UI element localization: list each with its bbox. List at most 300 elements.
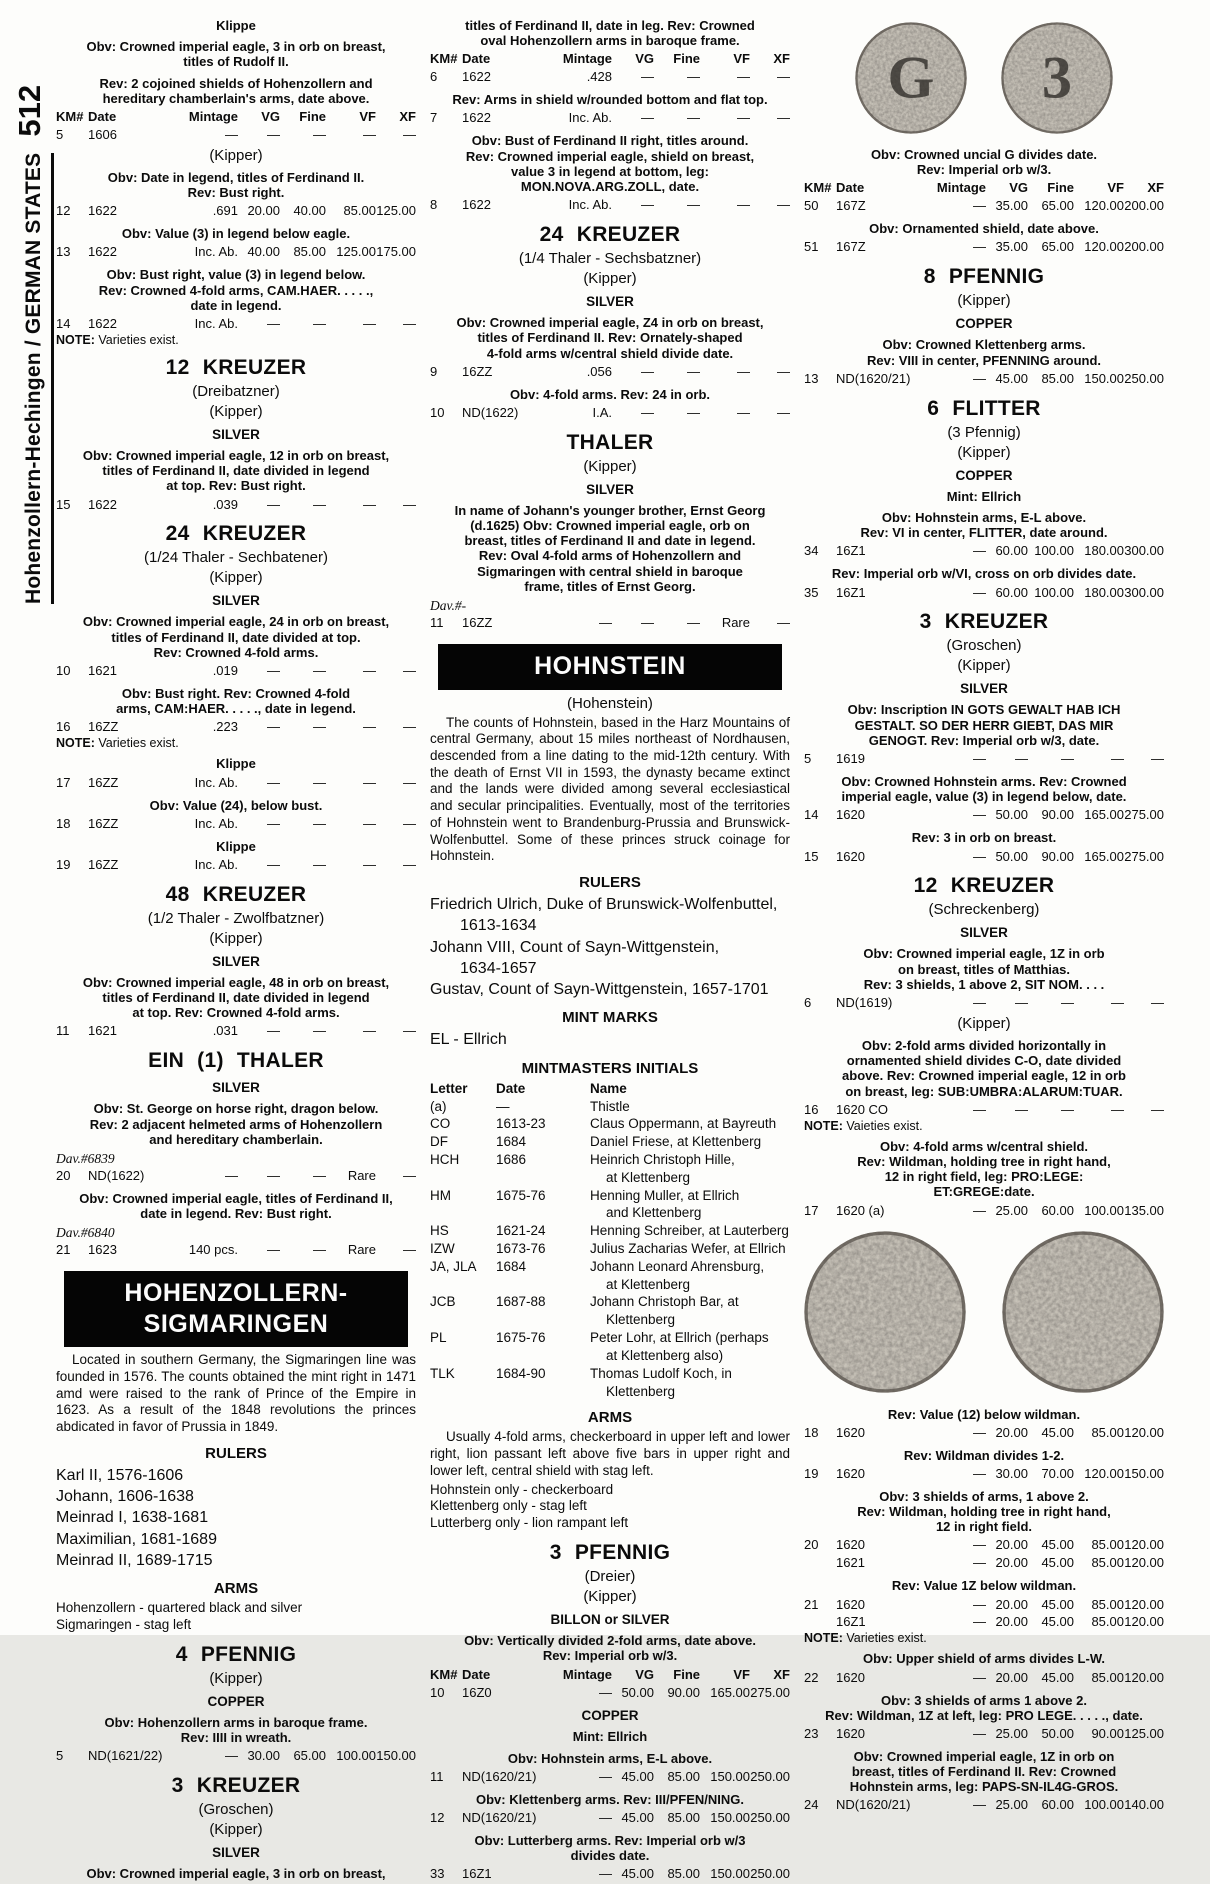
mintage-cell: — [599,1810,612,1825]
date-cell: 1620 CO [836,1101,889,1117]
description-line: Obv: Bust right, value (3) in legend below. [106,267,366,283]
coin-description [56,39,416,69]
price-row [804,750,1164,768]
coin-description [804,566,1164,581]
subtype-label: (Kipper) [583,457,637,475]
mintage-cell: .691 [212,203,238,219]
fine-cell: — [687,110,700,126]
note-label: NOTE: [804,1118,843,1133]
mintmaster-date: 1673-76 [496,1241,546,1257]
mintmaster-name [590,1240,790,1258]
description-line: and hereditary chamberlain. [149,1131,323,1147]
price-row [56,1022,416,1040]
sidebar-region-title: Hohenzollern-Hechingen / GERMAN STATES [22,153,54,604]
mintmaster-name [590,1293,790,1329]
vg-cell: 45.00 [621,1768,654,1784]
composition-label: SILVER [212,953,260,969]
mintage-cell: Inc. Ab. [194,774,238,790]
mintmaster-letter: (a) [430,1098,447,1114]
subtype-label: (Kipper) [209,402,263,420]
description-line: titles of Ferdinand II. Rev: Ornately-shaped [477,330,743,346]
price-row [56,662,416,680]
banner-line: SIGMARINGEN [143,1309,329,1338]
column-2 [430,12,790,1884]
fine-cell: 60.00 [1041,1797,1074,1813]
description-line: titles of Ferdinand II, date divided at top. [111,629,361,645]
page-edge-sidebar [12,19,54,604]
description-line: hereditary chamberlain's arms, date above. [102,90,370,106]
info-line: Sigmaringen - stag left [56,1617,192,1633]
denomination-heading: 3 KREUZER [919,610,1049,634]
mintage-cell: — [973,1202,986,1218]
xf-cell: 300.00 [1124,543,1164,559]
vf-cell: 85.00 [343,203,376,219]
description-line: Rev: Crowned 4-fold arms, CAM.HAER. . . . ., [98,282,374,298]
vf-cell: 85.00 [1091,1537,1124,1553]
price-row [804,1613,1164,1631]
mintage-cell: .056 [586,363,612,379]
mintmaster-letter: JCB [430,1294,456,1310]
column-header: KM# [56,109,84,125]
xf-cell: 275.00 [750,1684,790,1700]
km-cell: 16 [804,1101,819,1117]
mintmaster-date: 1675-76 [496,1330,546,1346]
column-header: Mintage [562,1666,612,1682]
description-line: Mint: Ellrich [572,1729,648,1745]
description-line: Obv: Hohnstein arms, E-L above. [507,1750,713,1766]
vf-cell: 150.00 [710,1768,750,1784]
mintmaster-letter: PL [430,1330,447,1346]
mintmaster-letter: HCH [430,1151,460,1167]
column-header: VF [359,109,376,125]
composition-label: SILVER [212,1845,260,1861]
state-banner [64,1271,408,1347]
date-cell: 1622 [462,69,491,85]
subtype-label: (Kipper) [583,1588,637,1606]
column-header: Mintage [562,51,612,67]
fine-cell: 90.00 [1041,848,1074,864]
description-line: Obv: Crowned uncial G divides date. [870,147,1098,162]
vf-cell: 100.00 [1084,1202,1124,1218]
km-cell: 16 [56,719,71,735]
km-cell: 10 [430,1684,445,1700]
km-cell: 8 [430,197,438,213]
mintage-cell: .428 [586,69,612,85]
mintmaster-name-line: at Klettenberg [606,1276,691,1292]
price-row [430,1809,790,1827]
fine-cell: — [687,197,700,213]
mintage-cell: Inc. Ab. [194,815,238,831]
km-cell: 20 [56,1167,71,1183]
coin-photo-image [801,1228,969,1396]
mintmaster-row [430,1222,790,1240]
composition-label: COPPER [955,467,1013,483]
mintmaster-letter: JA, JLA [430,1258,477,1274]
fine-cell: — [687,615,700,631]
mintmaster-name [590,1258,790,1294]
description-line: Obv: Crowned imperial eagle, 3 in orb on breast, [86,39,386,55]
vf-cell: 120.00 [1084,1465,1124,1481]
fine-cell: 100.00 [1034,543,1074,559]
date-cell: 167Z [836,239,866,255]
mintmaster-date: 1687-88 [496,1294,546,1310]
vg-cell: — [641,197,654,213]
description-line: Obv: 4-fold arms w/central shield. [879,1138,1089,1154]
mintage-cell: Inc. Ab. [194,856,238,872]
fine-cell: — [1061,1101,1074,1117]
column-header: VG [261,109,280,125]
description-line: Rev: VIII in center, PFENNING around. [866,352,1102,368]
coin-description [56,1715,416,1745]
description-line: Obv: Klettenberg arms. Rev: III/PFEN/NING. [476,1791,744,1807]
fine-cell: — [313,1242,326,1258]
vf-cell: — [1111,1101,1124,1117]
column-1 [56,12,416,1884]
vg-cell: 50.00 [995,807,1028,823]
info-line: Hohnstein only - checkerboard [430,1481,614,1497]
coin-description [804,1139,1164,1200]
km-cell: 18 [56,815,71,831]
price-row [56,243,416,261]
description-line: Obv: Hohenzollern arms in baroque frame. [104,1714,368,1730]
composition-label: SILVER [960,925,1008,941]
composition-label: SILVER [586,481,634,497]
coin-description [804,702,1164,748]
mintmaster-name [590,1365,790,1401]
note-label: NOTE: [804,1631,843,1646]
vf-cell: — [363,663,376,679]
vg-cell: — [267,719,280,735]
vg-cell: — [267,126,280,142]
date-cell: ND(1620/21) [462,1810,537,1825]
vg-cell: — [641,110,654,126]
km-cell: 14 [804,807,819,823]
fine-cell: — [313,496,326,512]
column-header: Mintage [936,180,986,196]
description-line: Obv: Hohnstein arms, E-L above. [881,509,1087,525]
mintmaster-date: 1684-90 [496,1365,546,1381]
mintmaster-row [430,1240,790,1258]
description-line: Obv: 4-fold arms. Rev: 24 in orb. [509,386,711,402]
description-line: date in legend. Rev: Bust right. [140,1206,332,1222]
mintmaster-column-header: Name [590,1080,627,1096]
description-line: Rev: Value 1Z below wildman. [891,1578,1077,1594]
coin-photo [999,20,1115,141]
xf-cell: — [403,856,416,872]
vg-cell: 20.00 [995,1424,1028,1440]
coin-description [804,1407,1164,1422]
vg-cell: 60.00 [995,584,1028,600]
coin-description [56,798,416,813]
description-line: Sigmaringen with central shield in baroque [477,563,743,579]
km-cell: 7 [430,110,438,126]
xf-cell: 250.00 [750,1768,790,1784]
svg-text:3: 3 [1041,44,1073,112]
xf-cell: — [403,315,416,331]
coin-description [430,1792,790,1807]
km-cell: 34 [804,543,819,559]
xf-cell: 150.00 [376,1748,416,1764]
mintage-cell: — [225,126,238,142]
vf-cell: 180.00 [1084,543,1124,559]
dav-reference: Dav.#- [430,598,467,614]
description-line: Rev: Arms in shield w/rounded bottom and flat top. [452,92,768,108]
description-line: ET:GREGE:date. [933,1184,1035,1200]
vg-cell: — [267,663,280,679]
subtype-label: (Dreibatzner) [192,382,280,400]
xf-cell: 275.00 [1124,807,1164,823]
mintage-cell: — [973,1669,986,1685]
fine-cell: 65.00 [1041,198,1074,214]
price-table-header [56,108,416,126]
description-line: Obv: Crowned imperial eagle, titles of Ferdinand II, [79,1190,393,1206]
coin-description [56,975,416,1021]
mintage-cell: — [973,1797,986,1813]
description-line: breast, titles of Ferdinand II. Rev: Crowned [851,1764,1117,1780]
xf-cell: 200.00 [1124,198,1164,214]
km-cell: 13 [804,370,819,386]
description-line: Rev: Bust right. [187,185,285,201]
description-line: Obv: Date in legend, titles of Ferdinand II. [107,169,365,185]
mintmaster-row [430,1151,790,1187]
subtype-label: (Dreier) [584,1568,636,1586]
price-row [804,1424,1164,1442]
description-line: breast, titles of Ferdinand II and date in legend. [464,533,756,549]
fine-cell: — [687,404,700,420]
date-cell: 16ZZ [88,774,119,790]
mintmaster-name [590,1222,790,1240]
coin-description [56,839,416,854]
column-header: XF [773,51,790,67]
description-line: 12 in right field. [935,1519,1033,1535]
xf-cell: 120.00 [1124,1669,1164,1685]
price-row [804,1554,1164,1572]
vf-cell: Rare [347,1242,376,1258]
fine-cell: 45.00 [1041,1614,1074,1630]
fine-cell: — [313,663,326,679]
coin-description [804,221,1164,236]
vg-cell: 20.00 [247,203,280,219]
xf-cell: 250.00 [750,1810,790,1825]
description-line: frame, titles of Ernst Georg. [524,578,696,594]
km-cell: 17 [804,1202,819,1218]
fine-cell: — [313,126,326,142]
vg-cell: 45.00 [995,370,1028,386]
km-cell: 21 [804,1596,819,1612]
km-cell: 20 [804,1537,819,1553]
mintage-cell: Inc. Ab. [568,110,612,126]
fine-cell: 90.00 [667,1684,700,1700]
vf-cell: 165.00 [1084,848,1124,864]
fine-cell: 85.00 [667,1866,700,1882]
subtype-label: (Schreckenberg) [928,901,1040,919]
date-cell: ND(1622) [88,1167,145,1183]
price-row [56,315,416,333]
mintmaster-name-line: Daniel Friese, at Klettenberg [590,1134,762,1150]
description-line: Klippe [216,756,256,772]
note-label: NOTE: [56,736,95,751]
vg-cell: 30.00 [247,1748,280,1764]
info-line: Maximilian, 1681-1689 [56,1530,217,1548]
column-header: KM# [430,51,458,67]
xf-cell: — [403,663,416,679]
mintmaster-name-line: Henning Muller, at Ellrich [590,1187,740,1203]
mintage-cell: — [973,1101,986,1117]
price-row [56,126,416,144]
coin-description [804,774,1164,804]
vg-cell: — [267,1023,280,1039]
mintmaster-name [590,1098,790,1116]
fine-cell: — [313,1023,326,1039]
fine-cell: 65.00 [1041,239,1074,255]
description-line: Rev: Imperial orb w/3. [542,1648,678,1664]
vf-cell: 150.00 [1084,370,1124,386]
date-cell: ND(1621/22) [88,1748,163,1764]
description-line: imperial eagle, value (3) in legend below, date. [841,789,1127,805]
km-cell: 21 [56,1242,71,1258]
description-line: Obv: Crowned imperial eagle, 48 in orb on breast, [82,974,390,990]
info-line: Karl II, 1576-1606 [56,1466,184,1484]
coin-photo [801,1228,969,1401]
coin-description [56,756,416,771]
vg-cell: — [641,615,654,631]
coin-description [804,147,1164,177]
info-line: Meinrad I, 1638-1681 [56,1509,209,1527]
vf-cell: — [1111,995,1124,1011]
vg-cell: — [1015,1101,1028,1117]
vg-cell: — [641,69,654,85]
fine-cell: 100.00 [1034,584,1074,600]
denomination-heading: 4 PFENNIG [175,1642,297,1666]
description-line: 12 in right field, leg: PRO:LEGE: [884,1169,1084,1185]
price-row [56,815,416,833]
column-header: Fine [1047,180,1074,196]
mintmaster-name [590,1329,790,1365]
mintage-cell: — [225,1748,238,1764]
description-line: 4-fold arms w/central shield divide date. [486,345,734,361]
price-row [804,197,1164,215]
vg-cell: 25.00 [995,1725,1028,1741]
vf-cell: 165.00 [710,1684,750,1700]
coin-photo [999,1228,1167,1401]
column-header: Fine [673,1666,700,1682]
description-line: Rev: 3 in orb on breast. [911,830,1057,846]
coin-description [804,1489,1164,1535]
subtype-label: (3 Pfennig) [947,423,1021,441]
note-line: NOTE: Varieties exist. [56,736,179,751]
mintmaster-name-line: Heinrich Christoph Hille, [590,1151,735,1167]
km-cell: 22 [804,1669,819,1685]
vf-cell: — [737,110,750,126]
column-header: XF [1147,180,1164,196]
note-line: NOTE: Varieties exist. [56,332,179,347]
vg-cell: 25.00 [995,1797,1028,1813]
description-line: GESTALT. SO DER HERR GIEBT, DAS MIR [854,717,1114,733]
column-header: VG [1009,180,1028,196]
info-line: Lutterberg only - lion rampant left [430,1515,629,1531]
date-cell: 16ZZ [88,719,119,735]
page-number: 512 [12,84,47,137]
info-line: Gustav, Count of Sayn-Wittgenstein, 1657-1701 [430,981,769,999]
price-row [56,718,416,736]
vf-cell: — [363,126,376,142]
xf-cell: 125.00 [1124,1725,1164,1741]
vg-cell: — [267,815,280,831]
description-line: divides date. [570,1848,650,1864]
description-line: Rev: Wildman divides 1-2. [903,1447,1065,1463]
vg-cell: — [267,856,280,872]
vf-cell: — [1111,751,1124,767]
date-cell: 1620 [836,1537,865,1553]
description-line: value 3 in legend at bottom, leg: [511,163,709,179]
description-line: Obv: Crowned imperial eagle, 12 in orb on breast, [82,447,390,463]
coin-description [430,1833,790,1863]
coin-description [804,1578,1164,1593]
price-row [804,584,1164,602]
fine-cell: 45.00 [1041,1669,1074,1685]
km-cell: 17 [56,774,71,790]
date-cell: 16ZZ [462,615,493,631]
mintmaster-name-line: and Klettenberg [606,1205,702,1221]
description-line: Rev: Wildman, holding tree in right hand, [857,1504,1111,1520]
coin-description [804,1693,1164,1723]
column-header: XF [399,109,416,125]
vg-cell: — [267,774,280,790]
description-line: Rev: 2 adjacent helmeted arms of Hohenzollern [89,1116,383,1132]
fine-cell: — [687,69,700,85]
xf-cell: 120.00 [1124,1424,1164,1440]
info-line: 1634-1657 [460,959,537,977]
xf-cell: — [403,1242,416,1258]
fine-cell: 85.00 [667,1810,700,1825]
composition-label: SILVER [212,426,260,442]
vf-cell: — [363,1023,376,1039]
date-cell: 1620 [836,1669,865,1685]
coin-description [430,92,790,107]
description-line: Obv: Inscription IN GOTS GEWALT HAB ICH [847,702,1121,718]
price-row [804,1465,1164,1483]
xf-cell: — [777,69,790,85]
mintmaster-name-line: at Klettenberg [606,1169,691,1185]
km-cell: 6 [430,69,438,85]
subtype-label: (Kipper) [209,929,263,947]
fine-cell: 50.00 [1041,1725,1074,1741]
price-row [804,370,1164,388]
price-row [804,1796,1164,1814]
mintmaster-name [590,1151,790,1187]
column-3 [804,12,1164,1884]
vf-cell: 120.00 [1084,198,1124,214]
date-cell: ND(1622) [462,404,519,420]
date-cell: 16Z1 [462,1866,492,1882]
denomination-heading: 12 KREUZER [913,874,1055,898]
xf-cell: — [403,774,416,790]
coin-description [430,387,790,402]
description-line: Obv: Crowned imperial eagle, Z4 in orb on breast, [456,315,764,331]
subtype-label: (1/24 Thaler - Sechbatener) [144,549,328,567]
fine-cell: 85.00 [293,244,326,260]
coin-photo [853,20,969,141]
km-cell: 14 [56,315,71,331]
date-cell: 1620 [836,1465,865,1481]
km-cell: 5 [56,126,64,142]
description-line: MON.NOVA.ARG.ZOLL, date. [520,179,700,195]
mintage-cell: .031 [212,1023,238,1039]
mintage-cell: — [973,1596,986,1612]
mintmaster-column-header: Date [496,1080,526,1096]
coin-description [430,1751,790,1766]
coin-description [56,614,416,660]
